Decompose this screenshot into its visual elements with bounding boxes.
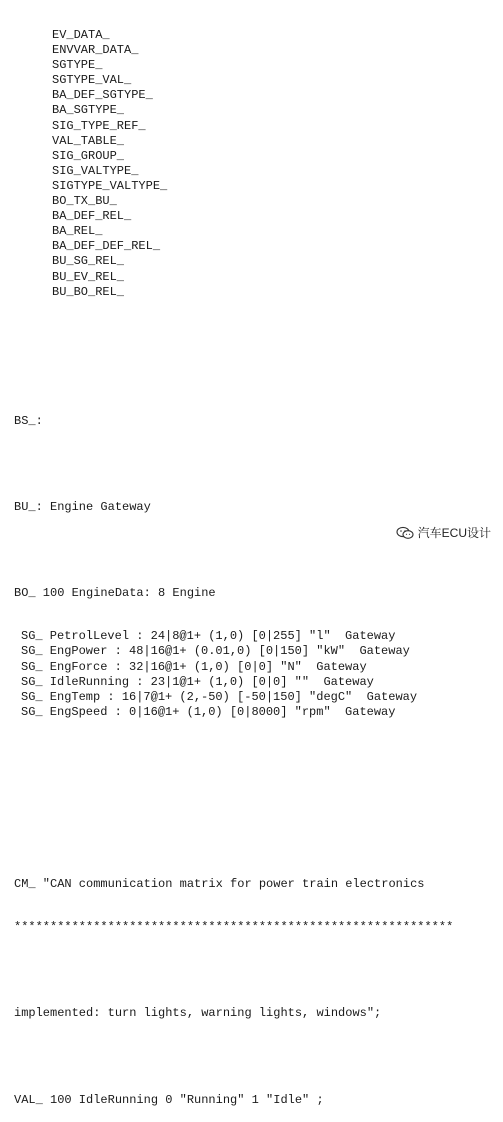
cm-comment-line: CM_ "CAN communication matrix for power train electronics [14, 877, 425, 892]
ns-symbol: SIG_VALTYPE_ [52, 163, 139, 178]
bu-line: BU_: Engine Gateway [14, 500, 151, 515]
ns-symbol: BA_SGTYPE_ [52, 103, 125, 118]
signal-line: SG_ EngPower : 48|16@1+ (0.01,0) [0|150] "kW" Gateway [21, 644, 410, 659]
watermark [394, 523, 493, 542]
ns-symbol: BU_BO_REL_ [52, 284, 125, 299]
signal-line: SG_ PetrolLevel : 24|8@1+ (1,0) [0|255] "l" Gateway [21, 629, 396, 644]
comment-stars-line: ************************************************************* [14, 920, 454, 935]
ns-symbol: SIG_TYPE_REF_ [52, 118, 146, 133]
bs-line: BS_: [14, 413, 43, 428]
ns-symbol: BU_EV_REL_ [52, 269, 125, 284]
dbc-file-content [14, 0, 500, 1122]
signal-line: SG_ EngTemp : 16|7@1+ (2,-50) [-50|150] "degC" Gateway [21, 689, 418, 704]
ns-symbol: EV_DATA_ [52, 28, 110, 42]
ns-symbol: BO_TX_BU_ [52, 194, 117, 209]
ns-symbol: SGTYPE_ [52, 58, 103, 73]
ns-symbol: BA_DEF_REL_ [52, 209, 132, 224]
bo-message-line: BO_ 100 EngineData: 8 Engine [14, 586, 216, 601]
ns-symbol: SGTYPE_VAL_ [52, 73, 132, 88]
ns-symbol: SIG_GROUP_ [52, 148, 125, 163]
signal-line: SG_ EngSpeed : 0|16@1+ (1,0) [0|8000] "rpm" Gateway [21, 704, 396, 719]
ns-symbol: BA_DEF_SGTYPE_ [52, 88, 153, 103]
ns-symbol: ENVVAR_DATA_ [52, 43, 139, 58]
ns-symbol: BU_SG_REL_ [52, 254, 125, 269]
signal-line: SG_ IdleRunning : 23|1@1+ (1,0) [0|0] "" Gateway [21, 674, 374, 689]
ns-symbol: BA_REL_ [52, 224, 103, 239]
signal-line: SG_ EngForce : 32|16@1+ (1,0) [0|0] "N" Gateway [21, 659, 367, 674]
ns-symbol: VAL_TABLE_ [52, 133, 125, 148]
val-line: VAL_ 100 IdleRunning 0 "Running" 1 "Idle" ; [14, 1092, 324, 1107]
wechat-icon [396, 526, 414, 540]
ns-symbol: SIGTYPE_VALTYPE_ [52, 178, 168, 193]
ns-symbol-list [14, 28, 500, 300]
comment-continuation-line: implemented: turn lights, warning lights, windows"; [14, 1006, 382, 1021]
ns-symbol: BA_DEF_DEF_REL_ [52, 239, 161, 254]
signal-list [14, 629, 500, 720]
watermark-text: 汽车ECU设计 [417, 526, 491, 540]
